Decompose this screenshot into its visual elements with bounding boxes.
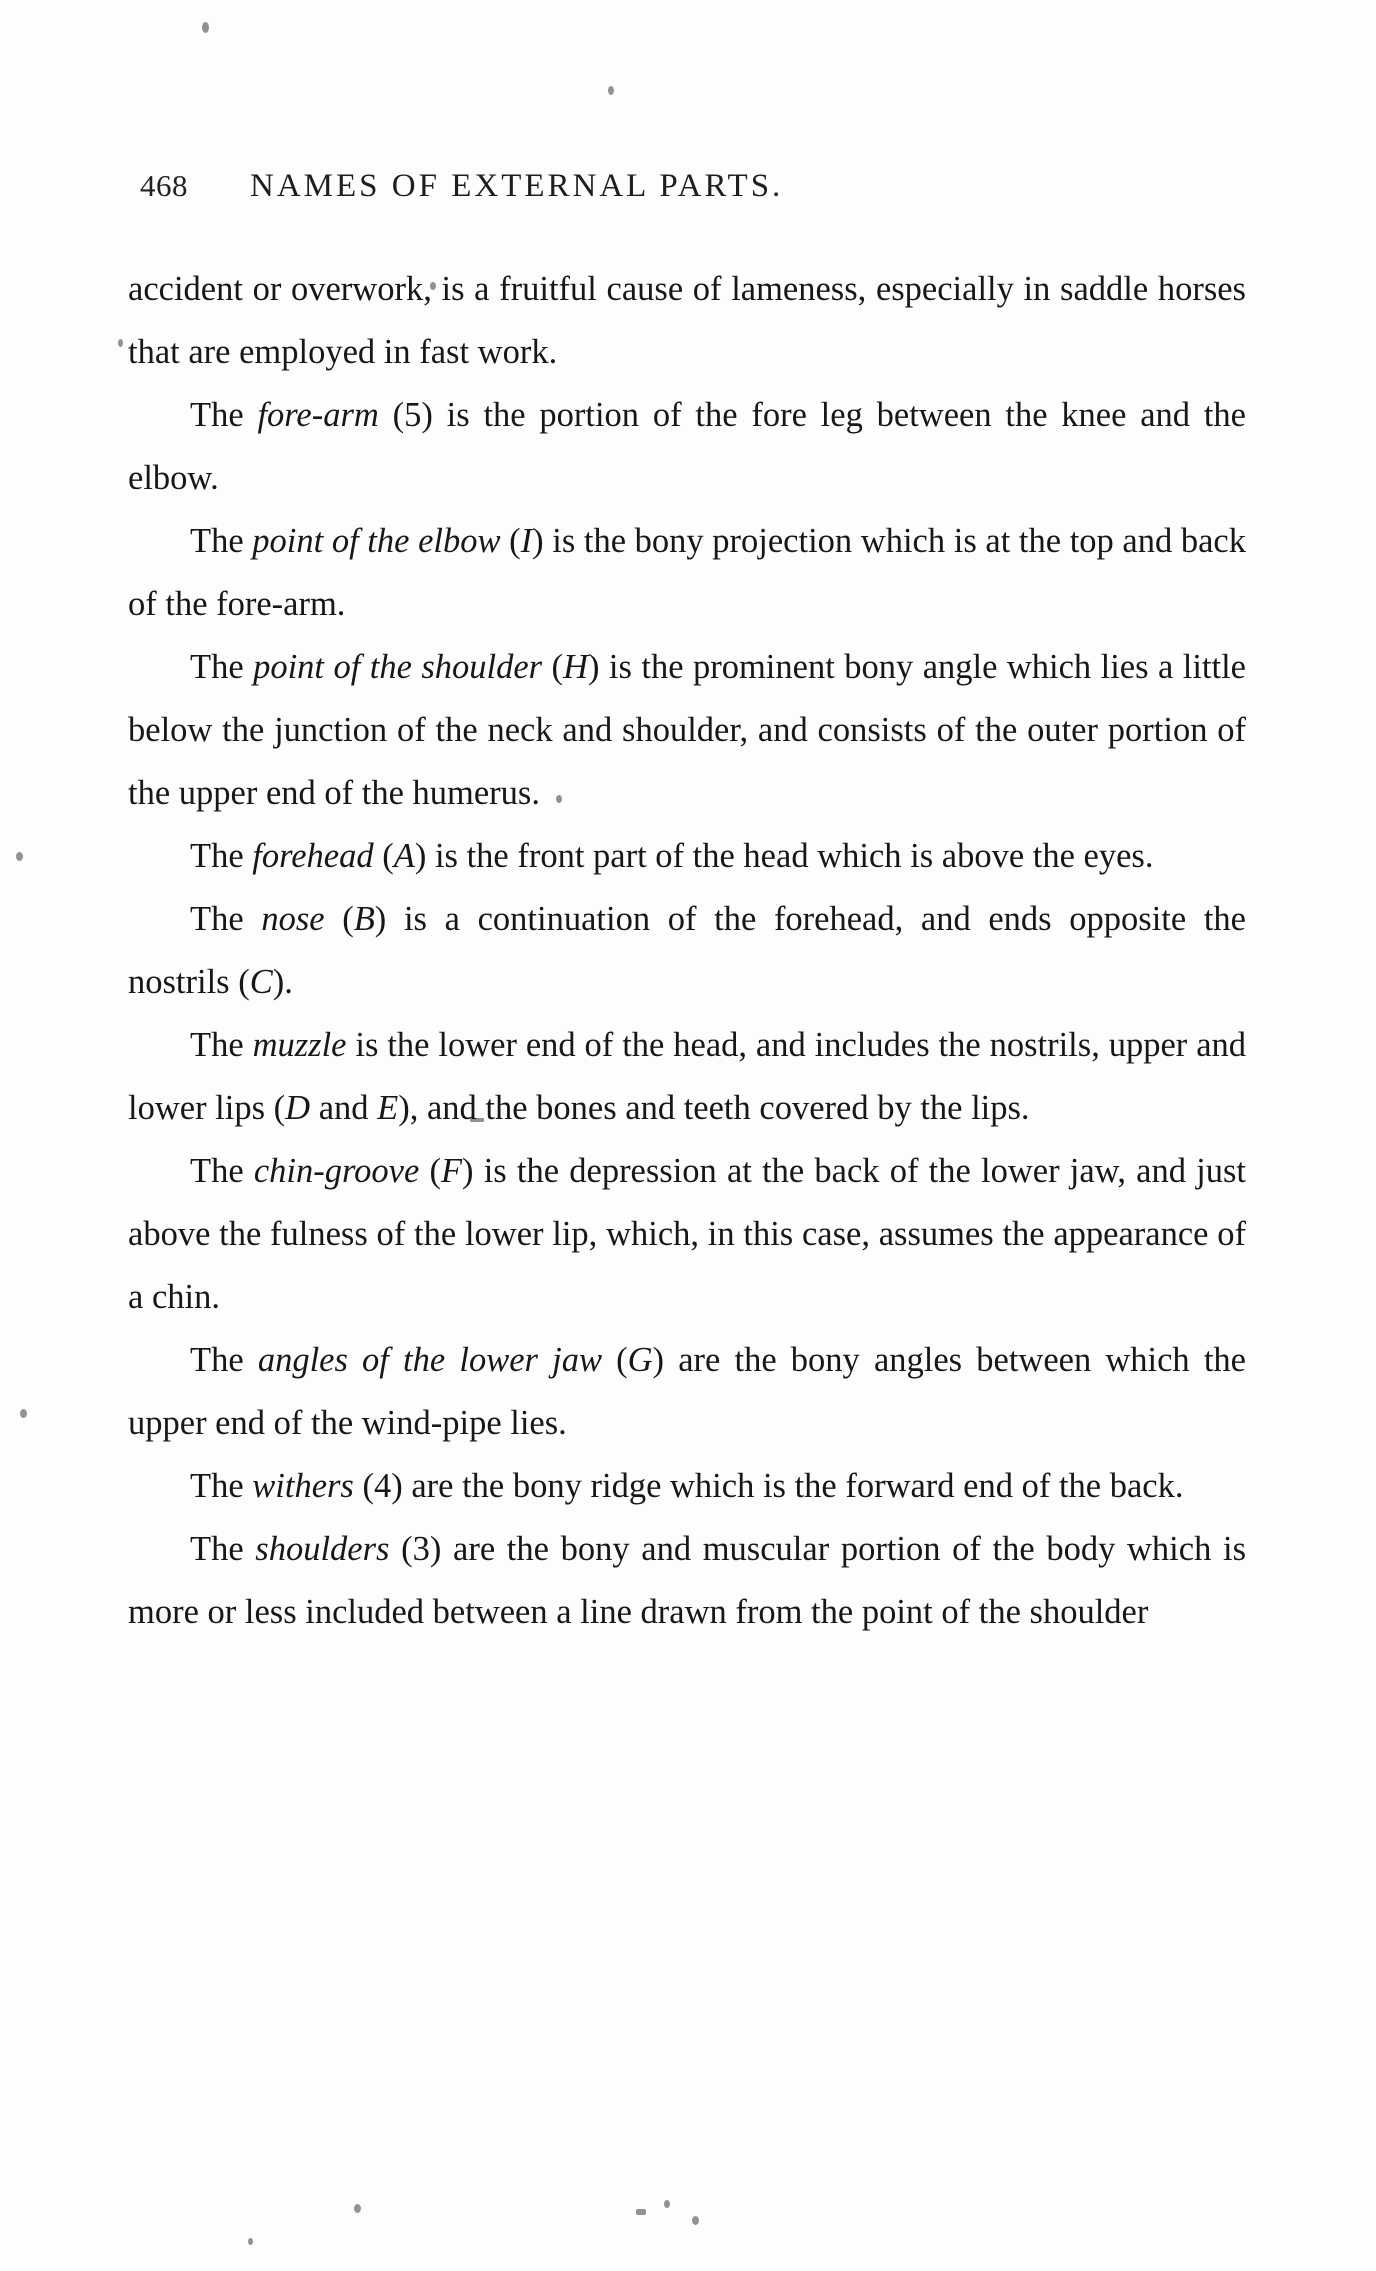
italic-term: withers [252, 1467, 354, 1505]
scan-speck [692, 2216, 699, 2225]
scan-speck [20, 1409, 27, 1418]
italic-term: angles of the lower jaw [257, 1341, 602, 1379]
italic-term: shoulders [255, 1530, 390, 1568]
text-run: (5) is the portion of the fore leg between the knee and the elbow. [128, 396, 1246, 497]
italic-term: D [285, 1089, 311, 1127]
text-run: accident or overwork, is a fruitful cause of lameness, especially in saddle horses that are employed in fast work. [128, 270, 1246, 371]
text-run: (4) are the bony ridge which is the forward end of the back. [353, 1467, 1184, 1505]
paragraph [128, 1014, 1246, 1140]
text-run: ( [500, 522, 521, 560]
text-run: ( [419, 1152, 441, 1190]
paragraph [128, 258, 1246, 384]
text-run: The [190, 900, 262, 938]
italic-term: F [440, 1152, 463, 1190]
text-run: ( [324, 900, 354, 938]
text-run: The [190, 1530, 256, 1568]
page-header [140, 168, 1236, 205]
italic-term: point of the shoulder [253, 648, 543, 686]
scan-speck [118, 339, 123, 347]
italic-term: I [520, 522, 533, 560]
text-run: ) is the front part of the head which is above the eyes. [414, 837, 1154, 875]
scan-speck [664, 2200, 670, 2208]
italic-term: forehead [252, 837, 374, 875]
paragraph [128, 1455, 1246, 1518]
running-head: NAMES OF EXTERNAL PARTS. [250, 168, 784, 204]
text-run: ). [272, 963, 293, 1001]
text-run: The [190, 648, 254, 686]
paragraph [128, 1140, 1246, 1329]
scan-speck [636, 2209, 646, 2215]
text-run: ) is the bony projection which is at the top and back of the fore-arm. [128, 522, 1246, 623]
scan-speck [608, 86, 614, 95]
italic-term: chin-groove [253, 1152, 420, 1190]
paragraph [128, 510, 1246, 636]
italic-term: C [249, 963, 273, 1001]
text-run: ) are the bony angles between which the upper end of the wind-pipe lies. [128, 1341, 1246, 1442]
text-run: is the lower end of the head, and includes the nostrils, upper and lower lips ( [128, 1026, 1247, 1127]
scan-speck [248, 2238, 253, 2245]
text-run: The [190, 396, 258, 434]
scan-speck [354, 2204, 361, 2213]
paragraph [128, 384, 1246, 510]
italic-term: B [353, 900, 375, 938]
text-run: The [190, 1026, 253, 1064]
page-number: 468 [140, 168, 188, 203]
text-run: The [190, 837, 253, 875]
paragraph [128, 1518, 1246, 1644]
italic-term: E [377, 1089, 399, 1127]
scan-speck [16, 852, 23, 861]
text-run: The [190, 522, 253, 560]
paragraph [128, 888, 1246, 1014]
italic-term: fore-arm [257, 396, 379, 434]
text-run: The [190, 1341, 258, 1379]
text-run: ( [542, 648, 564, 686]
text-run: (3) are the bony and muscular portion of the body which is more or less included between a line drawn from the point of the shoulder [128, 1530, 1246, 1631]
paragraph [128, 636, 1246, 825]
page-body-text [128, 258, 1246, 1644]
text-run: ), and the bones and teeth covered by the lips. [398, 1089, 1030, 1127]
italic-term: nose [261, 900, 325, 938]
text-run: ( [601, 1341, 628, 1379]
italic-term: H [563, 648, 588, 686]
text-run: The [190, 1152, 254, 1190]
text-run: The [190, 1467, 253, 1505]
italic-term: A [393, 837, 415, 875]
italic-term: muzzle [252, 1026, 347, 1064]
scan-speck [202, 22, 209, 33]
text-run: ( [373, 837, 394, 875]
text-run: and [310, 1089, 378, 1127]
paragraph [128, 825, 1246, 888]
text-run: ) is the prominent bony angle which lies a little below the junction of the neck and shoulder, and consists of the outer portion of the upper end of the humerus. [128, 648, 1246, 812]
paragraph [128, 1329, 1246, 1455]
italic-term: G [627, 1341, 653, 1379]
italic-term: point of the elbow [252, 522, 501, 560]
text-run: ) is the depression at the back of the lower jaw, and just above the fulness of the lower lip, which, in this case, assumes the appearance of a chin. [128, 1152, 1247, 1316]
text-run: ) is a continuation of the forehead, and ends opposite the nostrils ( [128, 900, 1246, 1001]
